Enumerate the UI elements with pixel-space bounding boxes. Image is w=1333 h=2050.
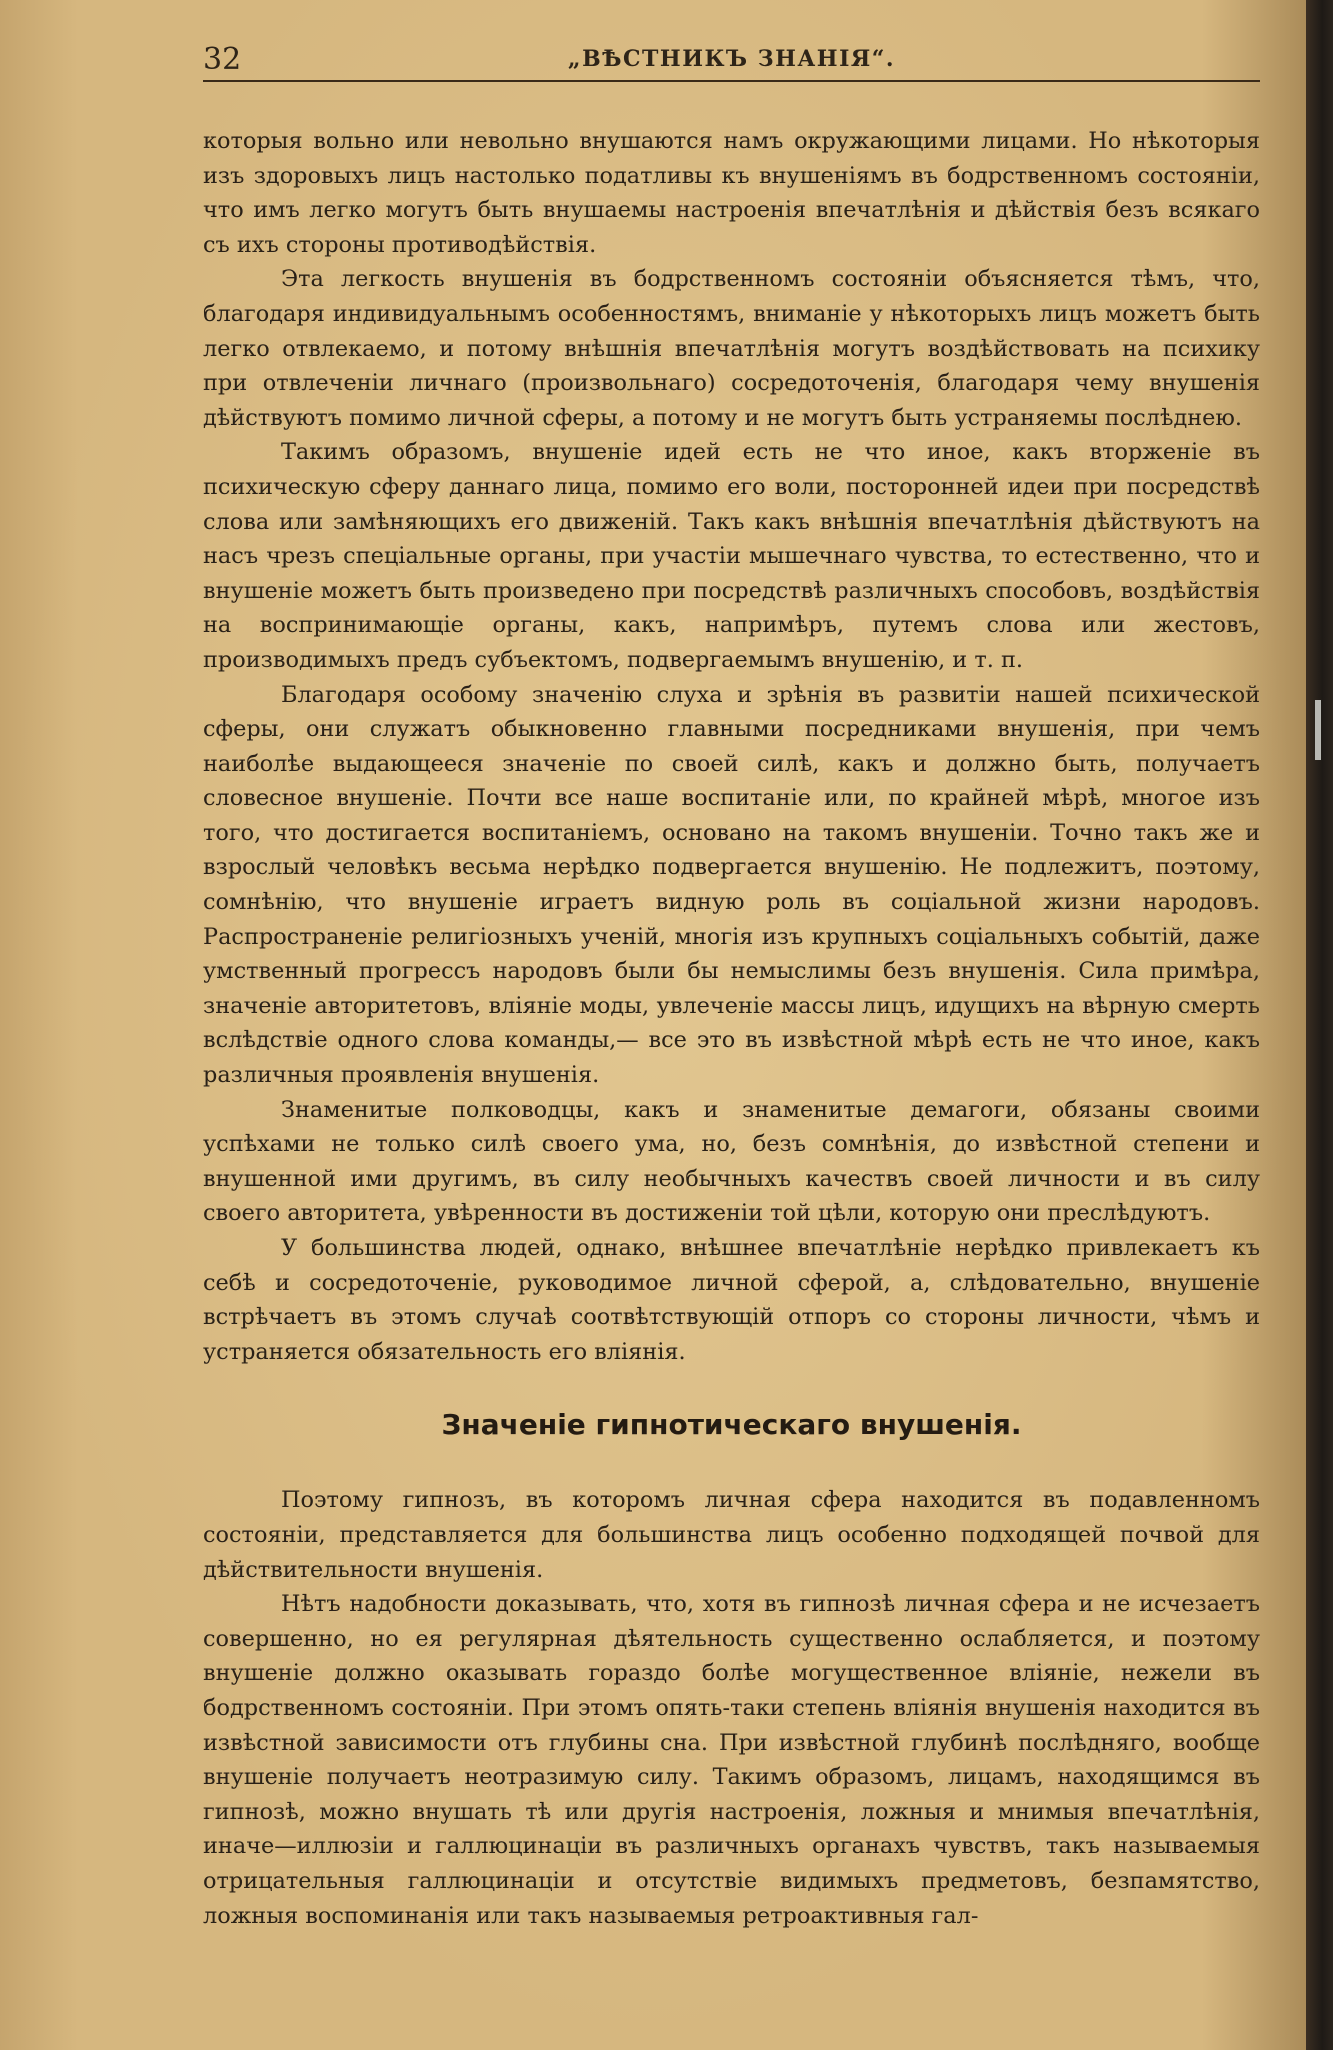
paragraph: Знаменитые полководцы, какъ и знаменитые демагоги, обязаны своими успѣхами не только силѣ своего ума, но, безъ сомнѣнія, до извѣстной степени и внушенной ими другимъ, въ силу необычныхъ качествъ своей личности и въ силу своего авторитета, увѣренности въ достиженіи той цѣли, которую они преслѣдуютъ. (203, 1096, 1260, 1227)
paragraph: Такимъ образомъ, внушеніе идей есть не что иное, какъ вторженіе въ психическую сферу даннаго лица, помимо его воли, посторонней идеи при посредствѣ слова или замѣняющихъ его движеній. Такъ какъ внѣшнія впечатлѣнія дѣйствуютъ на насъ чрезъ спеціальные органы, при участіи мышечнаго чувства, то естественно, что и внушеніе можетъ быть произведено при посредствѣ различныхъ способовъ, воздѣйствія на воспринимающіе органы, какъ, напримѣръ, путемъ слова или жестовъ, производимыхъ предъ субъектомъ, подвергаемымъ внушенію, и т. п. (203, 439, 1260, 673)
paragraph: У большинства людей, однако, внѣшнее впечатлѣніе нерѣдко привлекаетъ къ себѣ и сосредоточеніе, руководимое личной сферой, а, слѣдовательно, внушеніе встрѣчаетъ въ этомъ случаѣ соотвѣтствующій отпоръ со стороны личности, чѣмъ и устраняется обязательность его вліянія. (203, 1235, 1260, 1365)
spine-tab (1315, 700, 1321, 760)
page-number: 32 (203, 42, 242, 77)
article-text (203, 124, 1260, 1933)
section-heading: Значеніе гипнотическаго внушенія. (441, 1408, 1022, 1442)
page-header (203, 40, 1260, 82)
paragraph: Поэтому гипнозъ, въ которомъ личная сфера находится въ подавленномъ состояніи, представляется для большинства лицъ особенно подходящей почвой для дѣйствительности внушенія. (203, 1487, 1260, 1583)
book-spine-shadow (1306, 0, 1333, 2050)
paragraph: которыя вольно или невольно внушаются намъ окружающими лицами. Но нѣкоторыя изъ здоровыхъ лицъ настолько податливы къ внушеніямъ въ бодрственномъ состояніи, что имъ легко могутъ быть внушаемы настроенія впечатлѣнія и дѣйствія безъ всякаго съ ихъ стороны противодѣйствія. (203, 128, 1260, 258)
paragraph: Благодаря особому значенію слуха и зрѣнія въ развитіи нашей психической сферы, они служатъ обыкновенно главными посредниками внушенія, при чемъ наиболѣе выдающееся значеніе по своей силѣ, какъ и должно быть, получаетъ словесное внушеніе. Почти все наше воспитаніе или, по крайней мѣрѣ, многое изъ того, что достигается воспитаніемъ, основано на такомъ внушеніи. Точно такъ же и взрослый человѣкъ весьма нерѣдко подвергается внушенію. Не подлежитъ, поэтому, сомнѣнію, что внушеніе играетъ видную роль въ соціальной жизни народовъ. Распространеніе религіозныхъ ученій, многія изъ крупныхъ соціальныхъ событій, даже умственный прогрессъ народовъ были бы немыслимы безъ внушенія. Сила примѣра, значеніе авторитетовъ, вліяніе моды, увлеченіе массы лицъ, идущихъ на вѣрную смерть вслѣдствіе одного слова команды,— все это въ извѣстной мѣрѣ есть не что иное, какъ различныя проявленія внушенія. (203, 681, 1260, 1089)
paragraph: Эта легкость внушенія въ бодрственномъ состояніи объясняется тѣмъ, что, благодаря индивидуальнымъ особенностямъ, вниманіе у нѣкоторыхъ лицъ можетъ быть легко отвлекаемо, и потому внѣшнія впечатлѣнія могутъ воздѣйствовать на психику при отвлеченіи личнаго (произвольнаго) сосредоточенія, благодаря чему внушенія дѣйствуютъ помимо личной сферы, а потому и не могутъ быть устраняемы послѣднею. (203, 266, 1260, 431)
paragraph: Нѣтъ надобности доказывать, что, хотя въ гипнозѣ личная сфера и не исчезаетъ совершенно, но ея регулярная дѣятельность существенно ослабляется, и поэтому внушеніе должно оказывать гораздо болѣе могущественное вліяніе, нежели въ бодрственномъ состояніи. При этомъ опять-таки степень вліянія внушенія находится въ извѣстной зависимости отъ глубины сна. При извѣстной глубинѣ послѣдняго, вообще внушеніе получаетъ неотразимую силу. Такимъ образомъ, лицамъ, находящимся въ гипнозѣ, можно внушать тѣ или другія настроенія, ложныя и мнимыя впечатлѣнія, иначе—иллюзіи и галлюцинаціи въ различныхъ органахъ чувствъ, такъ называемыя отрицательныя галлюцинаціи и отсутствіе видимыхъ предметовъ, безпамятство, ложныя воспоминанія или такъ называемыя ретроактивныя гал- (203, 1591, 1260, 1929)
running-title: „ВѢСТНИКЪ ЗНАНІЯ“. (567, 46, 896, 72)
